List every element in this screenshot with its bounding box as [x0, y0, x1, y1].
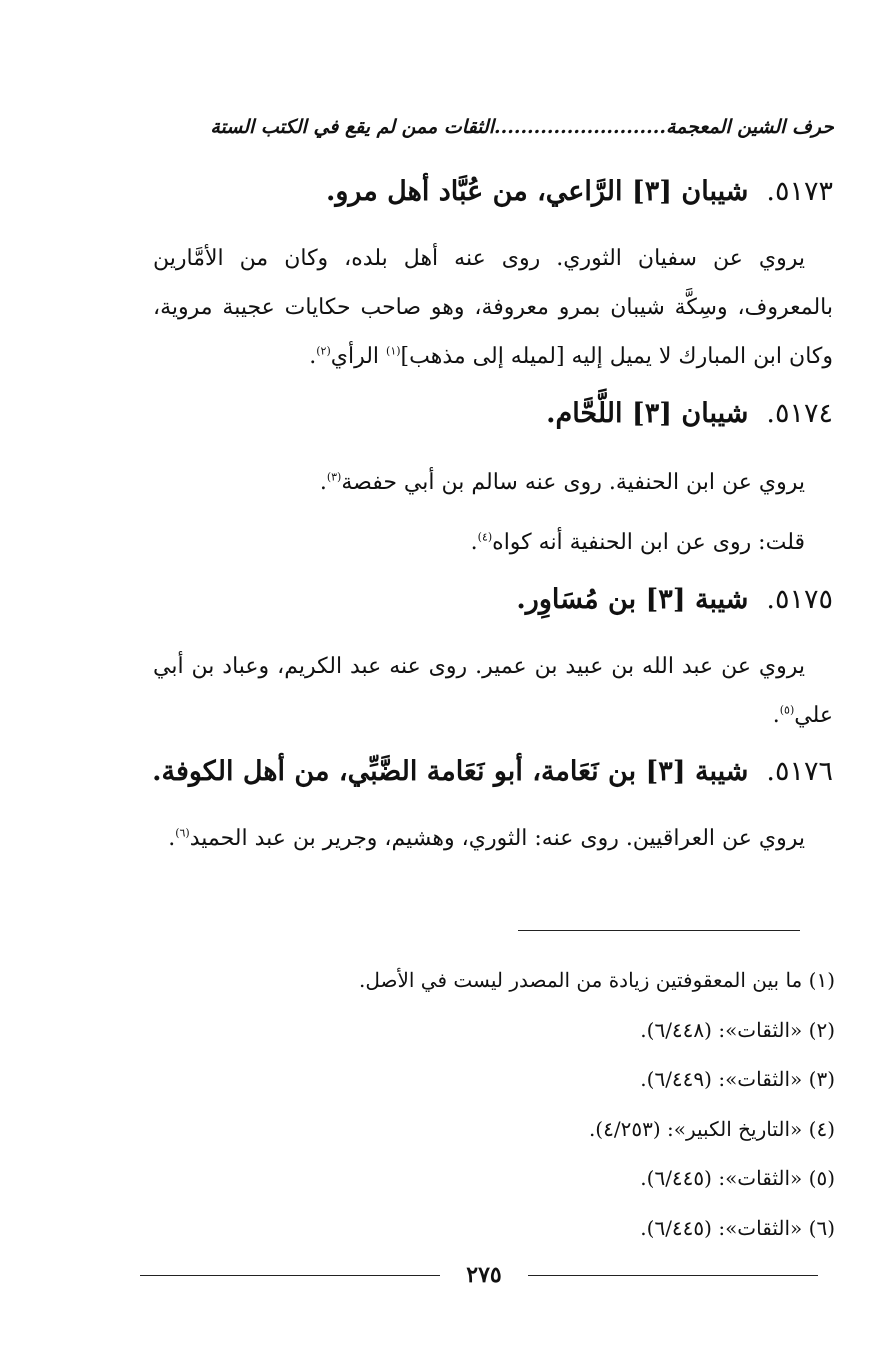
footnote-item: (٥) «الثقات»: (٦/٤٤٥). — [640, 1166, 835, 1190]
footnote-ref[interactable]: (١) — [386, 344, 401, 358]
running-header: حرف الشين المعجمة..........................الثقات ممن لم يقع في الكتب الستة — [210, 116, 834, 138]
footnotes — [135, 958, 835, 1255]
page-number: ٢٧٥ — [466, 1262, 502, 1288]
entry-5176-text — [153, 814, 833, 863]
footer-rule-right — [528, 1275, 818, 1276]
footnote-item: (٤) «التاريخ الكبير»: (٤/٢٥٣). — [588, 1116, 835, 1141]
footnote-ref[interactable]: (٤) — [477, 530, 493, 544]
footnote-item: (٦) «الثقات»: (٦/٤٤٥). — [640, 1215, 835, 1240]
entry-name: شيبان [٣] الرَّاعي، من عُبَّاد أهل مرو. — [325, 176, 749, 207]
footnote-ref[interactable]: (٣) — [326, 470, 342, 484]
entry-5173-text — [153, 234, 833, 381]
entry-heading-5176 — [153, 756, 833, 787]
footnote-divider — [518, 930, 800, 931]
paragraph-text: يروي عن العراقيين. روى عنه: الثوري، وهشيم، وجرير بن عبد الحميد — [189, 826, 805, 851]
entry-number: ٥١٧٤. — [766, 398, 833, 429]
paragraph-end: . — [319, 470, 327, 495]
paragraph-end: . — [772, 703, 780, 728]
entry-number: ٥١٧٥. — [766, 584, 833, 615]
entry-number: ٥١٧٦. — [766, 756, 833, 787]
entry-number: ٥١٧٣. — [766, 176, 833, 207]
paragraph-end: . — [168, 826, 176, 851]
entry-5174-text-2 — [153, 518, 833, 567]
paragraph-end: . — [470, 530, 478, 555]
footnote-ref[interactable]: (٥) — [779, 703, 795, 717]
entry-5174-text-1 — [153, 458, 833, 507]
footer-rule-left — [140, 1275, 440, 1276]
entry-name: شيبة [٣] بن مُسَاوِر. — [516, 584, 749, 615]
entry-name: شيبة [٣] بن نَعَامة، أبو نَعَامة الضَّبِّي، من أهل الكوفة. — [152, 756, 749, 787]
paragraph-text: قلت: روى عن ابن الحنفية أنه كواه — [492, 530, 805, 555]
paragraph-text: الرأي — [330, 344, 387, 369]
entry-heading-5174 — [153, 398, 833, 429]
paragraph-text: يروي عن سفيان الثوري. روى عنه أهل بلده، وكان من الأمَّارين بالمعروف، وسِكَّة شيبان بمرو معروفة، وهو صاحب حكايات عجيبة مروية، وكان ابن المبارك لا يميل إليه [لميله إلى مذهب] — [153, 246, 833, 369]
footnote-item: (١) ما بين المعقوفتين زيادة من المصدر ليست في الأصل. — [358, 968, 835, 992]
footnote-ref[interactable]: (٦) — [175, 826, 190, 840]
paragraph-end: . — [309, 344, 317, 369]
entry-name: شيبان [٣] اللَّحَّام. — [546, 398, 749, 429]
paragraph-text: يروي عن عبد الله بن عبيد بن عمير. روى عنه عبد الكريم، وعباد بن أبي علي — [153, 654, 833, 728]
entry-heading-5173 — [153, 176, 833, 207]
entry-heading-5175 — [153, 584, 833, 615]
footnote-item: (٢) «الثقات»: (٦/٤٤٨). — [640, 1017, 835, 1042]
paragraph-text: يروي عن ابن الحنفية. روى عنه سالم بن أبي حفصة — [341, 470, 805, 495]
footnote-ref[interactable]: (٢) — [316, 344, 331, 358]
footnote-item: (٣) «الثقات»: (٦/٤٤٩). — [640, 1067, 835, 1091]
entry-5175-text — [153, 642, 833, 740]
